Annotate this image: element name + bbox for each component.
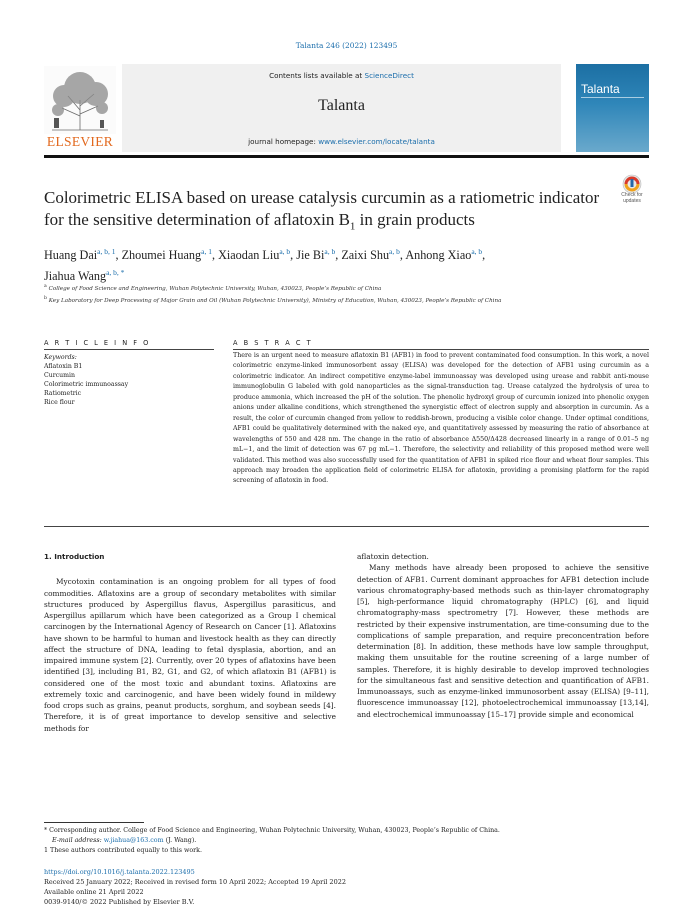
author[interactable]: Jiahua Wang$^{a, b, *}$ (44, 268, 125, 284)
sciencedirect-link[interactable]: ScienceDirect (364, 71, 414, 80)
article-info-label: A R T I C L E I N F O (44, 339, 151, 347)
email-link[interactable]: w.jiahua@163.com (103, 837, 164, 844)
abstract-bottom-rule (44, 526, 649, 527)
author[interactable]: Zhoumei Huang$^{a, 1}$ (121, 247, 212, 263)
keywords-title: Keywords: (44, 354, 77, 361)
affiliation-a: $^a$ College of Food Science and Engineering, Wuhan Polytechnic University, Wuhan, 430023, People’s Republic of China (44, 284, 382, 292)
journal-cover-thumbnail[interactable] (576, 64, 649, 152)
email-note (44, 836, 649, 846)
abstract-label: A B S T R A C T (233, 339, 313, 347)
author-list: Huang Dai$^{a, b, 1}$, Zhoumei Huang$^{a, 1}$, Xiaodan Liu$^{a, b}$, Jie Bi$^{a, b}$, Zaixi Shu$^{a, b}$, Anhong Xiao$^{a, b}$, Jiahua Wang$^{a, b, *}$ (44, 247, 486, 284)
footnotes (44, 826, 649, 856)
header-divider (44, 155, 649, 158)
author[interactable]: Xiaodan Liu$^{a, b}$ (218, 247, 291, 263)
author[interactable]: Zaixi Shu$^{a, b}$ (341, 247, 400, 263)
affiliation-b: $^b$ Key Laboratory for Deep Processing of Major Grain and Oil (Wuhan Polytechnic University), Ministry of Education, Wuhan, 430023, People’s Republic of China (44, 296, 502, 305)
cover-title: Talanta (581, 82, 620, 96)
check-for-updates-label (612, 193, 652, 204)
journal-header-box (122, 64, 561, 152)
equal-contribution-note: 1 These authors contributed equally to this work. (44, 847, 203, 854)
body-column-right (357, 551, 649, 720)
author[interactable]: Jie Bi$^{a, b}$ (296, 247, 336, 263)
footnote-rule (44, 822, 144, 823)
check-line-1: Check for (621, 192, 643, 198)
online-date: Available online 21 April 2022 (44, 888, 144, 896)
elsevier-wordmark: ELSEVIER (46, 134, 114, 149)
check-line-2: updates (623, 197, 641, 204)
received-dates: Received 25 January 2022; Received in revised form 10 April 2022; Accepted 19 April 2022 (44, 878, 346, 886)
corresponding-author-note: * Corresponding author. College of Food Science and Engineering, Wuhan Polytechnic University, Wuhan, 430023, People’s Republic of China. (44, 827, 500, 834)
copyright: 0039-9140/© 2022 Published by Elsevier B.V. (44, 898, 195, 906)
keyword: Ratiometric (44, 390, 82, 397)
cover-stripe (581, 97, 644, 98)
email-label: E-mail address: (52, 837, 104, 844)
keyword: Rice flour (44, 399, 75, 406)
body-continuation: aflatoxin detection. (357, 552, 429, 561)
keyword: Aflatoxin B1 (44, 363, 83, 370)
title-main: Colorimetric ELISA based on urease catalysis curcumin as a ratiometric indicator for the sensitive determination of aflatoxin B (44, 188, 600, 229)
homepage-prefix: journal homepage: (248, 137, 319, 146)
title-end: in grain products (355, 210, 475, 229)
journal-name: Talanta (318, 97, 365, 114)
author[interactable]: Huang Dai$^{a, b, 1}$ (44, 247, 116, 263)
article-meta (44, 867, 649, 907)
keyword: Colorimetric immunoassay (44, 381, 129, 388)
email-suffix: (J. Wang). (163, 837, 197, 844)
journal-homepage-link[interactable]: www.elsevier.com/locate/talanta (318, 137, 435, 146)
article-title (44, 187, 604, 237)
article-info-rule (44, 349, 214, 350)
homepage-line (122, 137, 561, 146)
keywords-block (44, 353, 214, 407)
doi-link[interactable]: https://doi.org/10.1016/j.talanta.2022.123495 (44, 868, 195, 876)
section-heading-introduction: 1. Introduction (44, 552, 105, 561)
affiliations (44, 282, 649, 307)
abstract-text: There is an urgent need to measure aflatoxin B1 (AFB1) in food to prevent contaminated food consumption. In this work, a novel colorimetric enzyme-linked immunosorbent assay (ELISA) was developed for the detection of AFB1 using curcumin as a colorimetric indicator. An indirect competitive enzyme-label immunoassay was developed using urease and rabbit anti-mouse immunoglobulin G labeled with gold nanoparticles as the signal-transduction tag. Urease catalyzed the hydrolysis of urea to produce ammonia, which increased the pH of the solution. The phenolic hydroxyl group of curcumin ionized into phenolic oxygen anions under alkaline conditions, which strengthened the synergistic effect of electron supply and absorption in curcumin. As a result, the color of curcumin changed from yellow to reddish-brown, producing a visible color change. Under optimal conditions, AFB1 could be qualitatively determined with the naked eye, and quantitatively assessed by measuring the ratio of absorbance at wavelengths of 550 and 428 nm. The change in the ratio of absorbance Δ550/Δ428 decreased linearly in a range of 0.01–5 ng mL−1, and the limit of detection was 67 pg mL−1. Therefore, the selectivity and reliability of this proposed method were well validated. This method was also successfully used for the quantitation of AFB1 in spiked rice flour and wheat flour samples. This approach may broaden the application field of colorimetric ELISA for aflatoxin, providing a promising platform for the rapid screening of aflatoxin in food. (233, 352, 649, 485)
keyword: Curcumin (44, 372, 75, 379)
journal-citation[interactable]: Talanta 246 (2022) 123495 (295, 41, 398, 50)
contents-line (122, 71, 561, 80)
body-paragraph: Many methods have already been proposed to achieve the sensitive detection of AFB1. Current dominant approaches for AFB1 detection include various chromatography-based methods such as thin-layer chromatography [5], high-performance liquid chromatography (HPLC) [6], and liquid chromatography-mass spectrometry [7]. However, these methods are restricted by their expensive instrumentation, are time-consuming due to the complications of sample preparation, and require preconcentration before determination [8]. In addition, these methods have low sample throughput, making them unsuitable for the routine screening of a large number of samples. Therefore, it is highly desirable to develop improved technologies for the simultaneous fast and sensitive detection and quantification of AFB1. Immunoassays, such as enzyme-linked immunosorbent assay (ELISA) [9–11], fluorescence immunoassay [12], photoelectrochemical immunoassay [13,14], and electrochemical immunoassay [15–17] provide simple and economical (357, 563, 649, 719)
journal-masthead (44, 64, 649, 152)
contents-prefix: Contents lists available at (269, 71, 365, 80)
title-subscript: 1 (349, 220, 356, 233)
abstract-rule (233, 349, 649, 350)
author[interactable]: Anhong Xiao$^{a, b}$ (405, 247, 483, 263)
body-paragraph: Mycotoxin contamination is an ongoing problem for all types of food commodities. Aflatoxins are a group of secondary metabolites with similar structures produced by Aspergillus flavus, Aspergillus parasiticus, and Aspergillus apillarum which have been categorized as a Group I chemical carcinogen by the International Agency of Research on Cancer [1]. Aflatoxins have shown to be harmful to human and livestock health as they can directly affect the structure of DNA, leading to fetal dysplasia, abortion, and an impaired immune system [2]. Currently, over 20 types of aflatoxins have been identified [3], including B1, B2, G1, and G2, of which aflatoxin B1 (AFB1) is considered one of the most toxic and abundant toxins. Aflatoxins are extremely toxic and carcinogenic, and have been widely found in mildewy food crops such as grains, peanut products, sorghum, and soybean seeds [4]. Therefore, it is of great importance to develop sensitive and selective methods for (44, 577, 336, 733)
body-column-left (44, 551, 336, 734)
